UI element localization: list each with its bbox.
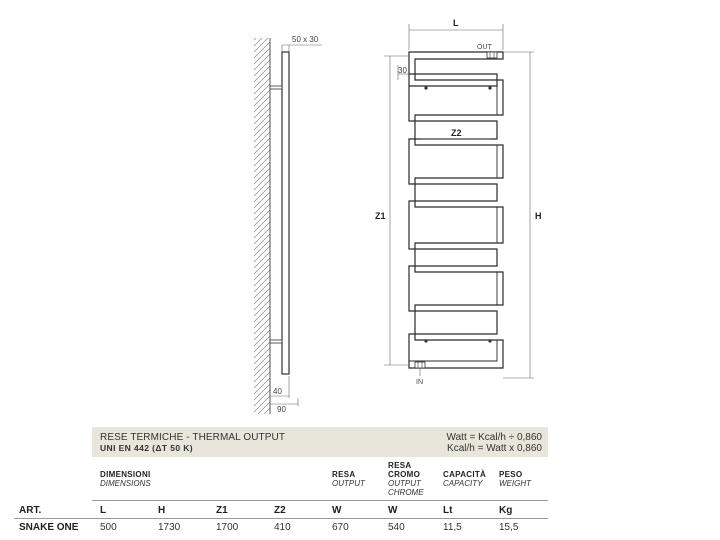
group-weight bbox=[499, 470, 531, 488]
group-chrome-title-1: RESA bbox=[388, 461, 412, 470]
col-h: H bbox=[158, 505, 166, 516]
out-valve-icon bbox=[487, 52, 497, 58]
wall-hatch bbox=[254, 38, 270, 414]
col-z2: Z2 bbox=[274, 505, 286, 516]
table-divider-mid bbox=[14, 518, 548, 519]
col-kg: Kg bbox=[499, 505, 513, 516]
side-view bbox=[254, 35, 322, 414]
cell-lt: 11,5 bbox=[443, 522, 462, 533]
cell-z2: 410 bbox=[274, 522, 291, 533]
z2-label: Z2 bbox=[451, 128, 462, 138]
snake-radiator-outline bbox=[409, 52, 503, 368]
group-dimensions-title: DIMENSIONI bbox=[100, 470, 151, 479]
group-chrome-title-2: CROMO bbox=[388, 470, 421, 479]
in-label: IN bbox=[416, 379, 423, 386]
profile-size-label: 50 x 30 bbox=[292, 35, 319, 44]
group-weight-title: PESO bbox=[499, 470, 523, 479]
depth-40-label: 40 bbox=[273, 387, 282, 396]
group-capacity-title: CAPACITÀ bbox=[443, 470, 487, 479]
mount-point bbox=[424, 339, 427, 342]
wall-bracket-bottom bbox=[270, 340, 282, 343]
mount-point bbox=[488, 86, 491, 89]
mount-point bbox=[488, 339, 491, 342]
radiator-side-profile bbox=[282, 52, 289, 374]
col-w-chrome: W bbox=[388, 505, 398, 516]
col-w-output: W bbox=[332, 505, 342, 516]
cell-l: 500 bbox=[100, 522, 117, 533]
cell-h: 1730 bbox=[158, 522, 181, 533]
mount-point bbox=[424, 86, 427, 89]
group-capacity bbox=[443, 470, 486, 488]
group-chrome-sub-1: OUTPUT bbox=[388, 479, 421, 488]
depth-90-label: 90 bbox=[277, 405, 286, 414]
formula-kcal: Kcal/h = Watt x 0,860 bbox=[447, 443, 542, 454]
group-output-sub: OUTPUT bbox=[332, 479, 365, 488]
group-output bbox=[332, 470, 365, 488]
wall-bracket-top bbox=[270, 86, 282, 89]
col-lt: Lt bbox=[443, 505, 453, 516]
band-subtitle: UNI EN 442 (ΔT 50 K) bbox=[100, 443, 193, 453]
width-l-label: L bbox=[453, 18, 459, 28]
col-art-label: ART. bbox=[19, 505, 42, 516]
col-l: L bbox=[100, 505, 107, 516]
table-divider-top bbox=[92, 500, 548, 501]
cell-w-chrome: 540 bbox=[388, 522, 405, 533]
group-capacity-sub: CAPACITY bbox=[443, 479, 483, 488]
band-title: RESE TERMICHE - THERMAL OUTPUT bbox=[100, 432, 286, 443]
thermal-output-band bbox=[92, 427, 548, 457]
formula-watt: Watt = Kcal/h ÷ 0,860 bbox=[446, 432, 542, 443]
out-label: OUT bbox=[477, 44, 492, 51]
group-dimensions bbox=[100, 470, 151, 488]
front-view bbox=[375, 18, 542, 386]
group-chrome-sub-2: CHROME bbox=[388, 488, 424, 497]
cell-z1: 1700 bbox=[216, 522, 239, 533]
cell-w-output: 670 bbox=[332, 522, 349, 533]
z1-label: Z1 bbox=[375, 211, 386, 221]
row-name: SNAKE ONE bbox=[19, 522, 79, 533]
group-weight-sub: WEIGHT bbox=[499, 479, 531, 488]
in-valve-icon bbox=[415, 362, 425, 368]
height-h-label: H bbox=[535, 211, 542, 221]
group-output-title: RESA bbox=[332, 470, 356, 479]
cell-kg: 15,5 bbox=[499, 522, 519, 533]
offset-30-label: 30 bbox=[398, 66, 407, 75]
group-dimensions-sub: DIMENSIONS bbox=[100, 479, 151, 488]
col-z1: Z1 bbox=[216, 505, 228, 516]
group-output-chrome bbox=[388, 461, 424, 497]
